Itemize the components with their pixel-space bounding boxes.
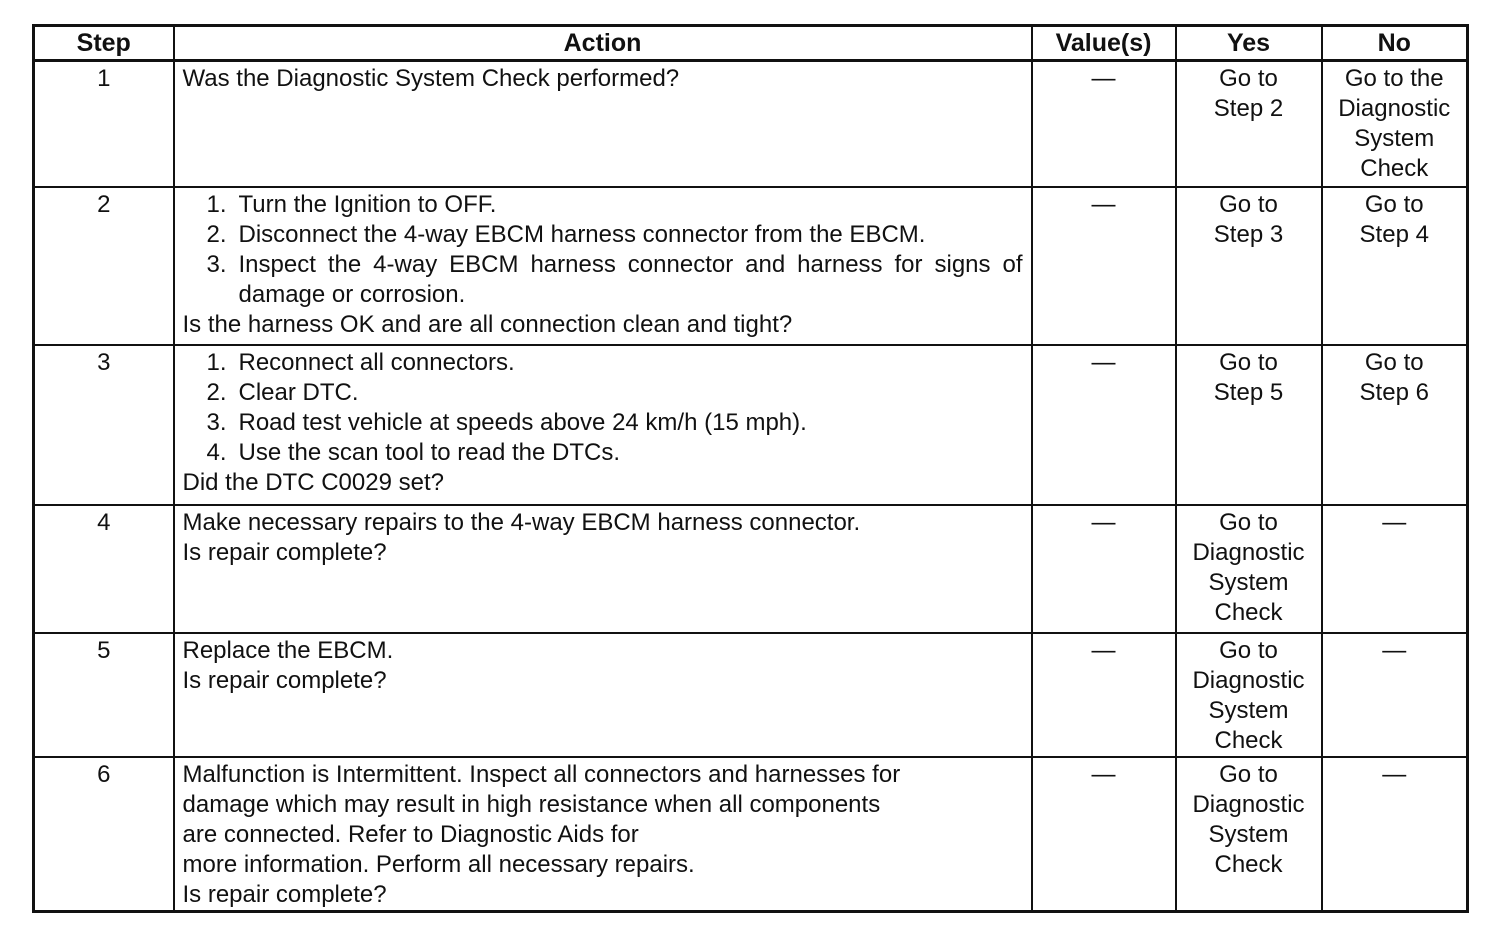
yes-cell <box>1176 757 1322 912</box>
no-cell: — <box>1322 633 1468 757</box>
action-question: Did the DTC C0029 set? <box>182 469 444 496</box>
no-line: Step 6 <box>1359 379 1429 406</box>
action-step <box>207 348 1023 378</box>
value-cell: — <box>1032 633 1176 757</box>
header-row <box>34 26 1468 61</box>
yes-line: Step 2 <box>1213 95 1284 122</box>
yes-line: Go to <box>1219 761 1278 788</box>
action-steps <box>183 190 1023 310</box>
action-cell <box>174 505 1032 633</box>
action-step <box>207 438 1023 468</box>
action-steps <box>183 348 1023 468</box>
no-line: Step 4 <box>1359 221 1429 248</box>
yes-line: Check <box>1214 851 1283 878</box>
action-cell <box>174 633 1032 757</box>
action-line: Is repair complete? <box>182 667 387 694</box>
yes-line: Go to <box>1219 349 1278 376</box>
header-action: Action <box>174 26 1032 61</box>
action-step-text: Clear DTC. <box>238 379 359 406</box>
action-line: Is repair complete? <box>182 881 387 908</box>
action-step-number: 3. <box>206 409 227 436</box>
action-step-number: 2. <box>206 221 227 248</box>
yes-line: System <box>1208 569 1289 596</box>
action-step <box>207 220 1023 250</box>
action-line: Replace the EBCM. <box>182 637 394 664</box>
value-cell: — <box>1032 187 1176 345</box>
action-line: damage which may result in high resistance when all components <box>182 791 881 818</box>
step-number: 6 <box>34 757 174 912</box>
step-number: 3 <box>34 345 174 505</box>
diagnostic-table <box>32 24 1469 913</box>
action-line: Is repair complete? <box>182 539 387 566</box>
yes-line: System <box>1208 821 1289 848</box>
table-row <box>34 633 1468 757</box>
action-step-number: 2. <box>206 379 227 406</box>
yes-cell <box>1176 505 1322 633</box>
yes-line: Go to <box>1219 191 1278 218</box>
action-step-text: Reconnect all connectors. <box>238 349 515 376</box>
no-line: Go to the <box>1344 65 1444 92</box>
action-step-number: 1. <box>206 191 227 218</box>
action-step-text: Inspect the 4-way EBCM harness connector and harness for signs of damage or corrosion. <box>238 251 1023 308</box>
yes-line: Diagnostic <box>1192 539 1305 566</box>
yes-cell <box>1176 345 1322 505</box>
action-step-number: 1. <box>206 349 227 376</box>
action-question: Is the harness OK and are all connection clean and tight? <box>182 311 793 338</box>
action-cell <box>174 187 1032 345</box>
table-row <box>34 505 1468 633</box>
action-step-text: Use the scan tool to read the DTCs. <box>238 439 621 466</box>
yes-line: Diagnostic <box>1192 791 1305 818</box>
step-number: 2 <box>34 187 174 345</box>
action-line: Make necessary repairs to the 4-way EBCM harness connector. <box>182 509 861 536</box>
yes-line: Step 3 <box>1213 221 1284 248</box>
no-line: Diagnostic <box>1338 95 1451 122</box>
action-step-text: Road test vehicle at speeds above 24 km/h (15 mph). <box>238 409 807 436</box>
yes-line: Step 5 <box>1213 379 1284 406</box>
action-step <box>207 408 1023 438</box>
step-number: 1 <box>34 61 174 188</box>
table-row <box>34 187 1468 345</box>
no-line: Check <box>1360 155 1429 182</box>
action-step-text: Turn the Ignition to OFF. <box>238 191 497 218</box>
yes-line: Diagnostic <box>1192 667 1305 694</box>
action-step-number: 3. <box>206 251 227 278</box>
header-step: Step <box>34 26 174 61</box>
step-number: 5 <box>34 633 174 757</box>
yes-line: Check <box>1214 727 1283 754</box>
no-cell: — <box>1322 505 1468 633</box>
value-cell: — <box>1032 757 1176 912</box>
value-cell: — <box>1032 345 1176 505</box>
action-step-text: Disconnect the 4-way EBCM harness connector from the EBCM. <box>238 221 926 248</box>
header-no: No <box>1322 26 1468 61</box>
action-step <box>207 250 1023 310</box>
yes-line: Check <box>1214 599 1283 626</box>
yes-line: Go to <box>1219 65 1278 92</box>
action-step-number: 4. <box>206 439 227 466</box>
yes-line: Go to <box>1219 509 1278 536</box>
yes-cell <box>1176 187 1322 345</box>
action-line: Malfunction is Intermittent. Inspect all connectors and harnesses for <box>182 761 901 788</box>
no-cell <box>1322 187 1468 345</box>
action-cell <box>174 61 1032 188</box>
no-cell <box>1322 345 1468 505</box>
action-cell <box>174 757 1032 912</box>
no-line: System <box>1354 125 1435 152</box>
yes-cell <box>1176 61 1322 188</box>
action-step <box>207 378 1023 408</box>
value-cell: — <box>1032 61 1176 188</box>
action-line: more information. Perform all necessary repairs. <box>182 851 695 878</box>
no-line: Go to <box>1364 349 1424 376</box>
table-row <box>34 61 1468 188</box>
header-yes: Yes <box>1176 26 1322 61</box>
no-cell <box>1322 61 1468 188</box>
no-line: Go to <box>1364 191 1424 218</box>
yes-cell <box>1176 633 1322 757</box>
header-value: Value(s) <box>1032 26 1176 61</box>
yes-line: System <box>1208 697 1289 724</box>
step-number: 4 <box>34 505 174 633</box>
table-row <box>34 345 1468 505</box>
yes-line: Go to <box>1219 637 1278 664</box>
no-cell: — <box>1322 757 1468 912</box>
action-cell <box>174 345 1032 505</box>
table-row <box>34 757 1468 912</box>
action-question: Was the Diagnostic System Check performed? <box>182 65 680 92</box>
action-step <box>207 190 1023 220</box>
value-cell: — <box>1032 505 1176 633</box>
action-line: are connected. Refer to Diagnostic Aids for <box>182 821 639 848</box>
